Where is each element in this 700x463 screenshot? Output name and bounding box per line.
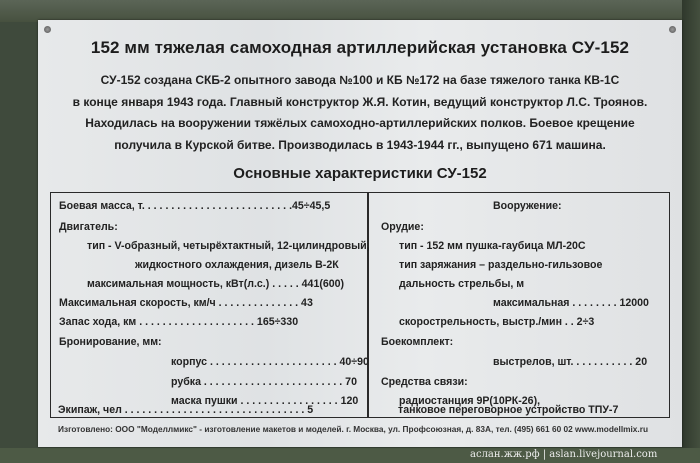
spec-firing-range-max: максимальная . . . . . . . . 12000 — [493, 297, 649, 309]
spec-intercom: танковое переговорное устройство ТПУ-7 — [398, 404, 619, 416]
intro-line: в конце января 1943 года. Главный конструктор Ж.Я. Котин, ведущий конструктор Л.С. Троянов. — [72, 94, 648, 109]
watermark-credit: аслан.жж.рф | aslan.livejournal.com — [470, 449, 658, 460]
spec-engine-heading: Двигатель: — [59, 221, 118, 233]
intro-line: СУ-152 создана СКБ-2 опытного завода №100 и КБ №172 на базе тяжелого танка КВ-1С — [100, 73, 620, 87]
spec-gun-type: тип - 152 мм пушка-гаубица МЛ-20С — [399, 240, 586, 252]
background-top — [0, 0, 700, 22]
spec-ammo-rounds: выстрелов, шт. . . . . . . . . . . 20 — [493, 356, 648, 368]
spec-engine-type: тип - V-образный, четырёхтактный, 12-цилиндровый, — [87, 240, 370, 252]
spec-crew: Экипаж, чел . . . . . . . . . . . . . . . . . . . . . . . . . . . . . . . 5 — [58, 404, 314, 416]
specs-title: Основные характеристики СУ-152 — [233, 165, 487, 182]
spec-comms-heading: Средства связи: — [381, 376, 468, 388]
plate-title: 152 мм тяжелая самоходная артиллерийская установка СУ-152 — [90, 38, 630, 57]
screw-icon — [669, 26, 676, 33]
spec-max-speed: Максимальная скорость, км/ч . . . . . . . . . . . . . . 43 — [59, 297, 313, 309]
spec-ammo-heading: Боекомплект: — [381, 336, 454, 348]
background-right — [682, 0, 700, 463]
spec-loading-type: тип заряжания – раздельно-гильзовое — [399, 259, 603, 271]
spec-gun-heading: Орудие: — [381, 221, 424, 233]
intro-line: получила в Курской битве. Производилась в 1943-1944 гг., выпущено 671 машина. — [114, 137, 606, 152]
spec-armor-heading: Бронирование, мм: — [59, 336, 162, 348]
spec-radio: радиостанция 9Р(10РК-26), — [399, 395, 541, 407]
spec-range: Запас хода, км . . . . . . . . . . . . . . . . . . . . 165÷330 — [59, 316, 299, 328]
spec-rate-of-fire: скорострельность, выстр./мин . . 2÷3 — [399, 316, 595, 328]
screw-icon — [44, 26, 51, 33]
spec-engine-power: максимальная мощность, кВт(л.с.) . . . . . 441(600) — [87, 278, 345, 290]
info-plate — [38, 20, 682, 447]
spec-engine-cooling: жидкостного охлаждения, дизель В-2К — [135, 259, 339, 271]
spec-armor-hull: корпус . . . . . . . . . . . . . . . . . . . . . . 40÷90 — [171, 356, 369, 368]
spec-armament-heading: Вооружение: — [493, 200, 562, 212]
manufacturer-footer: Изготовлено: ООО "Моделлмикс" - изготовление макетов и моделей. г. Москва, ул. Профсоюзная, д. 83А, тел. (495) 661 60 02 www.modellmix.ru — [58, 424, 649, 434]
spec-combat-weight: Боевая масса, т. . . . . . . . . . . . . . . . . . . . . . . . . .45÷45,5 — [59, 200, 331, 212]
spec-firing-range-heading: дальность стрельбы, м — [399, 278, 525, 290]
intro-line: Находилась на вооружении тяжёлых самоходно-артиллерийских полков. Боевое крещение — [85, 116, 635, 130]
spec-armor-casemate: рубка . . . . . . . . . . . . . . . . . . . . . . . . 70 — [171, 376, 357, 388]
column-divider — [367, 193, 369, 417]
intro-text — [50, 70, 670, 156]
spec-armor-mantlet: маска пушки . . . . . . . . . . . . . . . . . 120 — [171, 395, 359, 407]
specs-table — [50, 192, 670, 418]
